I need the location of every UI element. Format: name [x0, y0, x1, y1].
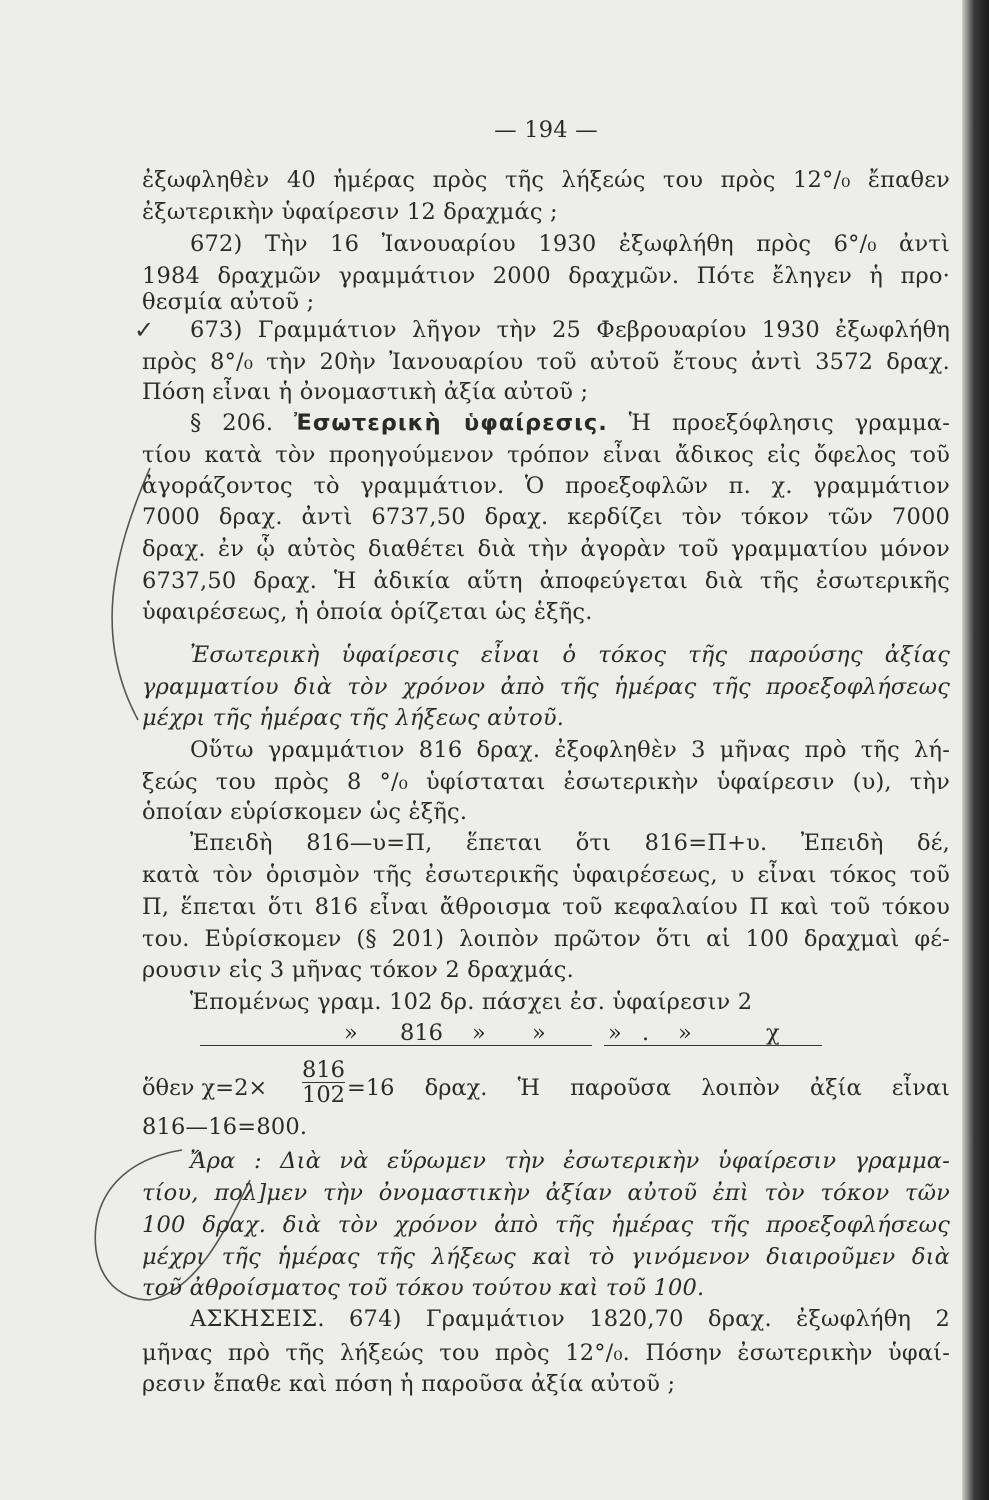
text-line: 1984 δραχμῶν γραμμάτιον 2000 δραχμῶν. Πότε ἔληγεν ἡ προ· — [142, 263, 950, 289]
section-heading: Ἐσωτερικὴ ὑφαίρεσις. — [294, 410, 608, 436]
example-line: του. Εὑρίσκομεν (§ 201) λοιπὸν πρῶτον ὅτι αἱ 100 δραχμαὶ φέ- — [142, 926, 950, 952]
rule-line: 100 δραχ. διὰ τὸν χρόνον ἀπὸ τῆς ἡμέρας τῆς προεξοφλήσεως — [142, 1212, 950, 1238]
formula-result: 816—16=800. — [142, 1114, 308, 1140]
exercise-672: 672) Τὴν 16 Ἰανουαρίου 1930 ἐξωφλήθη πρὸς 6°/₀ ἀντὶ — [190, 231, 950, 257]
definition-line: Ἐσωτερικὴ ὑφαίρεσις εἶναι ὁ τόκος τῆς παρούσης ἀξίας — [190, 642, 950, 668]
section-first-line: Ἡ προεξόφλησις γραμμα- — [628, 410, 950, 436]
example-line: ρουσιν εἰς 3 μῆνας τόκον 2 δραχμάς. — [142, 957, 574, 983]
exercise-674: ΑΣΚΗΣΕΙΣ. 674) Γραμμάτιον 1820,70 δραχ. ἐξωφλήθη 2 — [190, 1306, 950, 1332]
text-line: ὑφαιρέσεως, ἡ ὁποία ὁρίζεται ὡς ἑξῆς. — [142, 599, 593, 625]
proportion-rule — [604, 1045, 822, 1046]
section-heading-line — [142, 408, 950, 438]
text-line: 7000 δραχ. ἀντὶ 6737,50 δραχ. κερδίζει τὸν τόκον τῶν 7000 — [142, 504, 950, 530]
text-line: ἀγοράζοντος τὸ γραμμάτιον. Ὁ προεξοφλῶν π. χ. γραμμάτιον — [142, 473, 950, 499]
formula-tail: =16 δραχ. Ἡ παροῦσα λοιπὸν ἀξία εἶναι — [347, 1075, 950, 1101]
text-line: πρὸς 8°/₀ τὴν 20ὴν Ἰανουαρίου τοῦ αὐτοῦ ἔτους ἀντὶ 3572 δραχ. — [142, 349, 950, 375]
rule-line: τοῦ ἀθροίσματος τοῦ τόκου τούτου καὶ τοῦ 100. — [142, 1275, 705, 1301]
text-line: Πόση εἶναι ἡ ὀνομαστικὴ ἀξία αὐτοῦ ; — [142, 379, 589, 405]
text-line: ἐξωτερικὴν ὑφαίρεσιν 12 δραχμάς ; — [142, 199, 558, 225]
rule-line: Ἄρα : Διὰ νὰ εὕρωμεν τὴν ἐσωτερικὴν ὑφαίρεσιν γραμμα- — [190, 1148, 950, 1174]
example-line: κατὰ τὸν ὁρισμὸν τῆς ἐσωτερικῆς ὑφαιρέσεως, υ εἶναι τόκος τοῦ — [142, 862, 950, 888]
example-line: Π, ἕπεται ὅτι 816 εἶναι ἄθροισμα τοῦ κεφαλαίου Π καὶ τοῦ τόκου — [142, 894, 950, 920]
text-line: τίου κατὰ τὸν προηγούμενον τρόπον εἶναι ἄδικος εἰς ὄφελος τοῦ — [142, 442, 950, 468]
rule-line: τίου, πολ]μεν τὴν ὀνομαστικὴν ἀξίαν αὐτοῦ ἐπὶ τὸν τόκον τῶν — [142, 1180, 950, 1206]
example-line: Ἐπειδὴ 816—υ=Π, ἕπεται ὅτι 816=Π+υ. Ἐπειδὴ δέ, — [190, 830, 950, 856]
fraction-denominator: 102 — [302, 1082, 345, 1108]
exercise-line: ρεσιν ἔπαθε καὶ πόση ἡ παροῦσα ἀξία αὐτοῦ ; — [142, 1371, 676, 1397]
text-line: 6737,50 δραχ. Ἡ ἀδικία αὕτη ἀποφεύγεται διὰ τῆς ἐσωτερικῆς — [142, 568, 950, 594]
book-spine-edge — [962, 0, 989, 1500]
rule-line: μέχρι τῆς ἡμέρας τῆς λήξεως καὶ τὸ γινόμενον διαιροῦμεν διὰ — [142, 1244, 950, 1270]
check-mark-icon: ✓ — [134, 316, 155, 344]
example-line: ξεώς του πρὸς 8 °/₀ ὑφίσταται ἐσωτερικὴν ὑφαίρεσιν (υ), τὴν — [142, 769, 950, 795]
example-line: Οὕτω γραμμάτιον 816 δραχ. ἐξοφληθὲν 3 μῆνας πρὸ τῆς λή- — [190, 737, 950, 763]
formula-lead: ὅθεν χ=2× — [142, 1075, 268, 1101]
formula-line — [142, 1058, 950, 1114]
definition-line: μέχρι τῆς ἡμέρας τῆς λήξεως αὐτοῦ. — [142, 705, 565, 731]
proportion-row: » 816 » » » . » χ — [344, 1020, 780, 1046]
formula-fraction — [302, 1058, 345, 1107]
exercise-673: 673) Γραμμάτιον λῆγον τὴν 25 Φεβρουαρίου 1930 ἐξωφλήθη — [190, 317, 950, 343]
proportion-row: Ἑπομένως γραμ. 102 δρ. πάσχει ἐσ. ὑφαίρεσιν 2 — [190, 989, 753, 1015]
text-line: δραχ. ἐν ᾧ αὐτὸς διαθέτει διὰ τὴν ἀγορὰν τοῦ γραμματίου μόνον — [142, 536, 950, 562]
exercise-line: μῆνας πρὸ τῆς λήξεώς του πρὸς 12°/₀. Πόσην ἐσωτερικὴν ὑφαί- — [142, 1340, 950, 1366]
definition-line: γραμματίου διὰ τὸν χρόνον ἀπὸ τῆς ἡμέρας τῆς προεξοφλήσεως — [142, 674, 950, 700]
text-line: ἐξωφληθὲν 40 ἡμέρας πρὸς τῆς λήξεώς του πρὸς 12°/₀ ἔπαθεν — [142, 167, 950, 193]
page-number: — 194 — — [494, 117, 598, 143]
text-line: θεσμία αὐτοῦ ; — [142, 289, 315, 315]
fraction-numerator: 816 — [302, 1057, 345, 1083]
example-line: ὁποίαν εὑρίσκομεν ὡς ἑξῆς. — [142, 799, 468, 825]
section-number: § 206. — [190, 410, 274, 436]
proportion-rule — [200, 1045, 592, 1046]
